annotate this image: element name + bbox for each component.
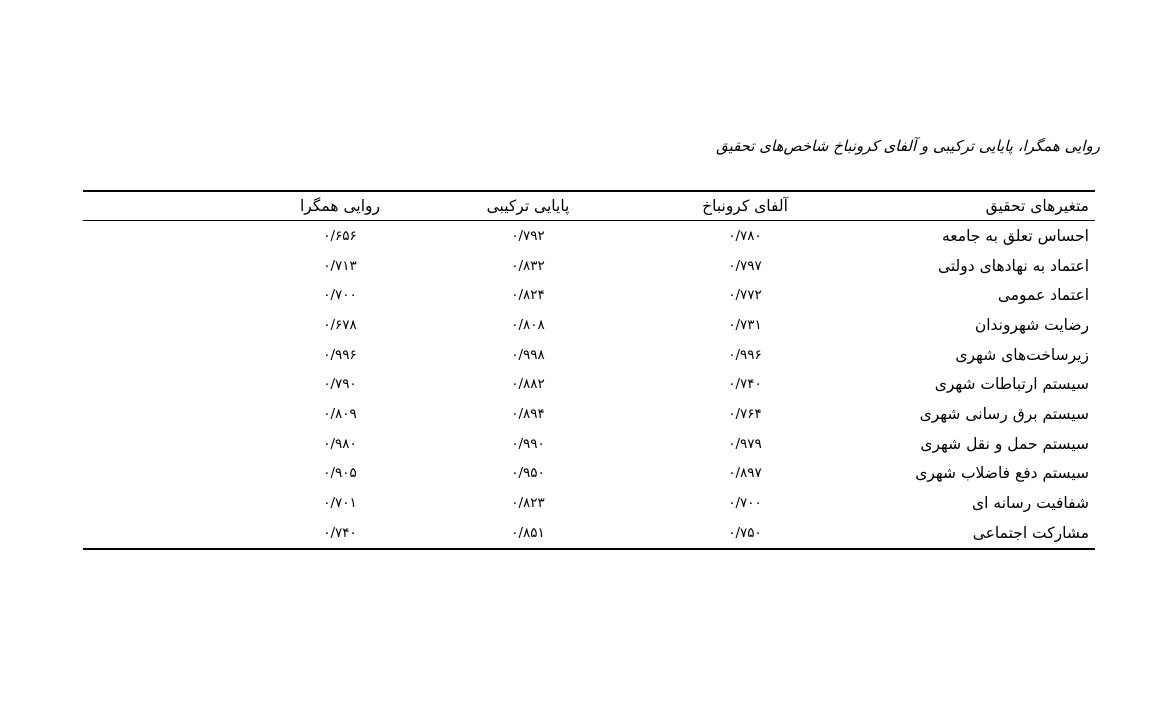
- variable-cell: اعتماد عمومی: [997, 286, 1089, 305]
- col-header-composite-reliability: پایایی ترکیبی: [486, 197, 570, 215]
- filler-cell: [83, 340, 249, 370]
- cronbach-alpha-cell: ۰/۹۹۶: [728, 346, 762, 363]
- table-row: [83, 310, 1095, 340]
- composite-reliability-cell: ۰/۸۲۳: [511, 495, 545, 512]
- convergent-validity-cell: ۰/۷۴۰: [323, 524, 357, 541]
- cronbach-alpha-cell: ۰/۸۹۷: [728, 465, 762, 482]
- variable-cell: سیستم برق رسانی شهری: [919, 404, 1089, 423]
- table-body: [83, 221, 1095, 549]
- cronbach-alpha-cell: ۰/۷۰۰: [728, 495, 762, 512]
- table-row: [83, 459, 1095, 489]
- convergent-validity-cell: ۰/۹۰۵: [323, 465, 357, 482]
- filler-cell: [83, 221, 249, 251]
- composite-reliability-cell: ۰/۹۵۰: [511, 465, 545, 482]
- filler-cell: [83, 310, 249, 340]
- filler-cell: [83, 369, 249, 399]
- composite-reliability-cell: ۰/۸۲۴: [511, 287, 545, 304]
- table-row: [83, 251, 1095, 281]
- table-row: [83, 221, 1095, 251]
- convergent-validity-cell: ۰/۷۰۱: [323, 495, 357, 512]
- table-row: [83, 518, 1095, 549]
- table-row: [83, 399, 1095, 429]
- table-row: [83, 488, 1095, 518]
- convergent-validity-cell: ۰/۷۰۰: [323, 287, 357, 304]
- col-header-convergent-validity: روایی همگرا: [300, 197, 380, 215]
- composite-reliability-cell: ۰/۸۵۱: [511, 524, 545, 541]
- variable-cell: مشارکت اجتماعی: [972, 523, 1089, 542]
- variable-cell: زیرساخت‌های شهری: [955, 345, 1089, 364]
- table-row: [83, 340, 1095, 370]
- cronbach-alpha-cell: ۰/۷۶۴: [728, 405, 762, 422]
- cronbach-alpha-cell: ۰/۷۹۷: [728, 257, 762, 274]
- variable-cell: رضایت شهروندان: [974, 315, 1089, 334]
- composite-reliability-cell: ۰/۸۰۸: [511, 316, 545, 333]
- convergent-validity-cell: ۰/۹۸۰: [323, 435, 357, 452]
- cronbach-alpha-cell: ۰/۷۷۲: [728, 287, 762, 304]
- table-row: [83, 369, 1095, 399]
- convergent-validity-cell: ۰/۶۵۶: [323, 227, 357, 244]
- composite-reliability-cell: ۰/۹۹۰: [511, 435, 545, 452]
- cronbach-alpha-cell: ۰/۷۴۰: [728, 376, 762, 393]
- filler-header-cell: [83, 191, 249, 221]
- table-row: [83, 429, 1095, 459]
- cronbach-alpha-cell: ۰/۷۵۰: [728, 524, 762, 541]
- composite-reliability-cell: ۰/۸۳۲: [511, 257, 545, 274]
- reliability-table: [83, 190, 1095, 550]
- convergent-validity-cell: ۰/۷۱۳: [323, 257, 357, 274]
- variable-cell: شفافیت رسانه ای: [972, 494, 1089, 513]
- variable-cell: سیستم دفع فاضلاب شهری: [915, 464, 1089, 483]
- table-caption: روایی همگرا، پایایی ترکیبی و آلفای کرونباخ شاخص‌های تحقیق: [716, 137, 1100, 155]
- convergent-validity-cell: ۰/۸۰۹: [323, 405, 357, 422]
- convergent-validity-cell: ۰/۷۹۰: [323, 376, 357, 393]
- cronbach-alpha-cell: ۰/۷۳۱: [728, 316, 762, 333]
- variable-cell: سیستم ارتباطات شهری: [934, 375, 1089, 394]
- table-header: [83, 191, 1095, 221]
- filler-cell: [83, 459, 249, 489]
- variable-cell: اعتماد به نهادهای دولتی: [937, 256, 1089, 275]
- filler-cell: [83, 429, 249, 459]
- table-row: [83, 280, 1095, 310]
- cronbach-alpha-cell: ۰/۹۷۹: [728, 435, 762, 452]
- variable-cell: احساس تعلق به جامعه: [941, 226, 1089, 245]
- filler-cell: [83, 251, 249, 281]
- composite-reliability-cell: ۰/۸۸۲: [511, 376, 545, 393]
- cronbach-alpha-cell: ۰/۷۸۰: [728, 227, 762, 244]
- col-header-variables: متغیرهای تحقیق: [985, 197, 1089, 215]
- composite-reliability-cell: ۰/۸۹۴: [511, 405, 545, 422]
- variable-cell: سیستم حمل و نقل شهری: [920, 434, 1089, 453]
- header-row: [83, 191, 1095, 221]
- col-header-cronbach-alpha: آلفای کرونباخ: [702, 197, 788, 215]
- filler-cell: [83, 399, 249, 429]
- convergent-validity-cell: ۰/۶۷۸: [323, 316, 357, 333]
- convergent-validity-cell: ۰/۹۹۶: [323, 346, 357, 363]
- filler-cell: [83, 518, 249, 549]
- filler-cell: [83, 280, 249, 310]
- composite-reliability-cell: ۰/۷۹۲: [511, 227, 545, 244]
- composite-reliability-cell: ۰/۹۹۸: [511, 346, 545, 363]
- filler-cell: [83, 488, 249, 518]
